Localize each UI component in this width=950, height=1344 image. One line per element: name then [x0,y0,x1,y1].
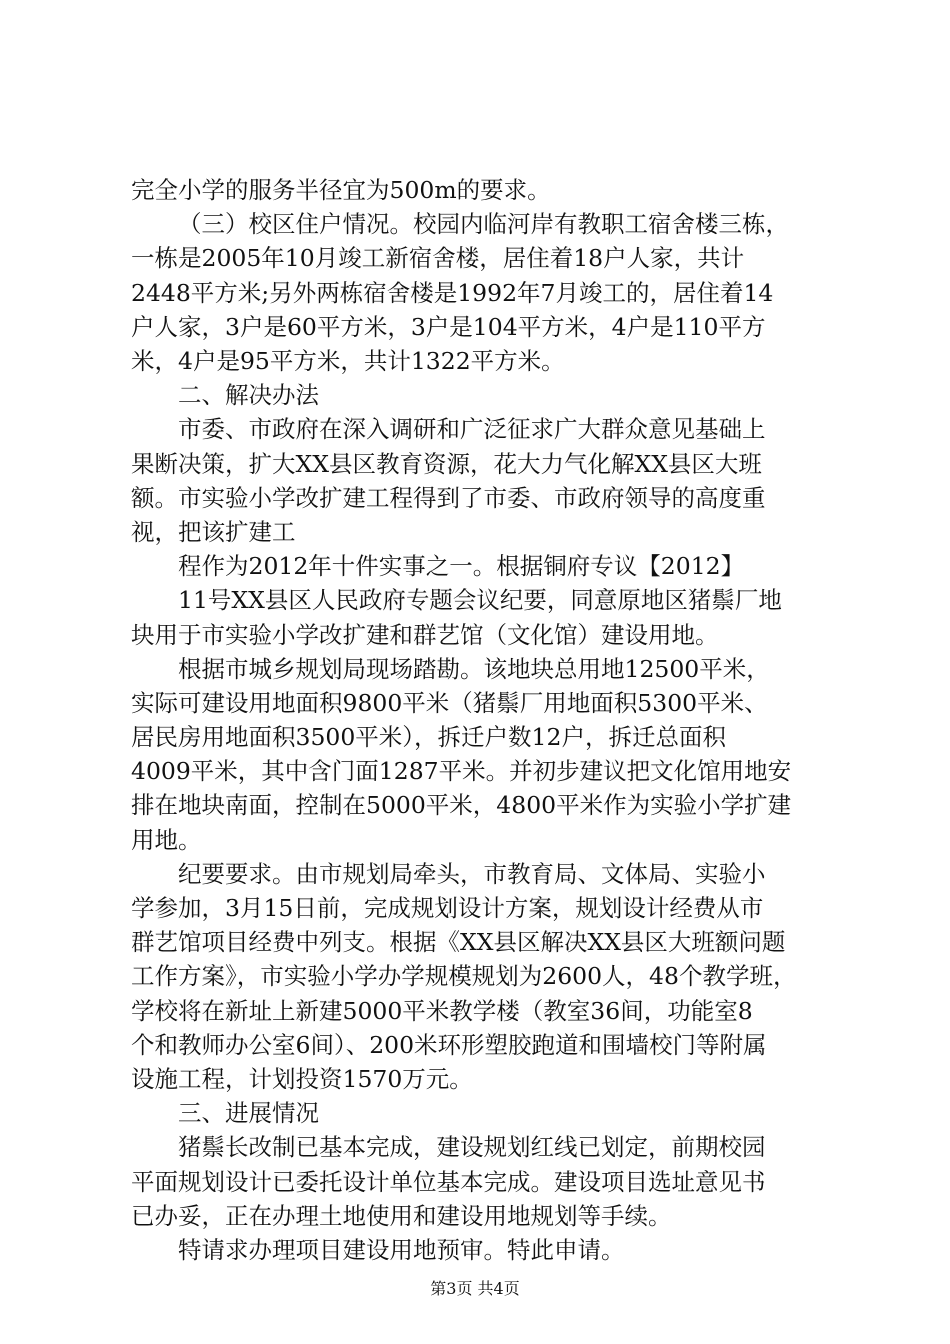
text-line-9: 果断决策，扩大XX县区教育资源，花大力气化解XX县区大班 [131,449,762,478]
text-line-6: 米，4户是95平方米，共计1322平方米。 [131,346,565,375]
text-line-13: 11号XX县区人民政府专题会议纪要，同意原地区猪鬃厂地 [178,586,782,615]
text-line-18: 4009平米，其中含门面1287平米。并初步建议把文化馆用地安 [131,757,792,786]
text-line-15: 根据市城乡规划局现场踏勘。该地块总用地12500平米， [178,654,770,683]
text-line-25: 学校将在新址上新建5000平米教学楼（教室36间，功能室8 [131,996,753,1025]
section-heading-3: 三、进展情况 [178,1099,319,1128]
text-line-11: 视，把该扩建工 [131,517,296,546]
text-line-10: 额。市实验小学改扩建工程得到了市委、市政府领导的高度重 [131,483,766,512]
text-line-20: 用地。 [131,825,202,854]
text-line-3: 一栋是2005年10月竣工新宿舍楼，居住着18户人家，共计 [131,244,745,273]
page-footer: 第3页 共4页 [430,1279,520,1298]
text-line-12: 程作为2012年十件实事之一。根据铜府专议【2012】 [178,552,745,581]
text-line-30: 平面规划设计已委托设计单位基本完成。建设项目选址意见书 [131,1167,766,1196]
text-line-8: 市委、市政府在深入调研和广泛征求广大群众意见基础上 [178,415,766,444]
text-line-4: 2448平方米;另外两栋宿舍楼是1992年7月竣工的，居住着14 [131,278,774,307]
text-line-22: 学参加，3月15日前，完成规划设计方案，规划设计经费从市 [131,894,764,923]
text-line-14: 块用于市实验小学改扩建和群艺馆（文化馆）建设用地。 [131,620,719,649]
text-line-24: 工作方案》，市实验小学办学规模规划为2600人，48个教学班， [131,962,797,991]
text-line-16: 实际可建设用地面积9800平米（猪鬃厂用地面积5300平米、 [131,688,768,717]
text-line-19: 排在地块南面，控制在5000平米，4800平米作为实验小学扩建 [131,791,792,820]
text-line-29: 猪鬃长改制已基本完成，建设规划红线已划定，前期校园 [178,1133,766,1162]
text-line-5: 户人家，3户是60平方米，3户是104平方米，4户是110平方 [131,312,766,341]
text-line-17: 居民房用地面积3500平米），拆迁户数12户，拆迁总面积 [131,723,726,752]
text-line-1: 完全小学的服务半径宜为500m的要求。 [131,176,551,204]
text-line-26: 个和教师办公室6间）、200米环形塑胶跑道和围墙校门等附属 [131,1030,767,1059]
text-line-32: 特请求办理项目建设用地预审。特此申请。 [178,1236,625,1264]
text-line-27: 设施工程，计划投资1570万元。 [131,1065,473,1094]
text-line-21: 纪要要求。由市规划局牵头，市教育局、文体局、实验小 [178,859,766,888]
text-line-23: 群艺馆项目经费中列支。根据《XX县区解决XX县区大班额问题 [131,928,786,957]
section-heading-2: 二、解决办法 [178,381,319,410]
text-line-31: 已办妥，正在办理土地使用和建设用地规划等手续。 [131,1201,672,1230]
text-line-2: （三）校区住户情况。校园内临河岸有教职工宿舍楼三栋， [178,210,789,239]
